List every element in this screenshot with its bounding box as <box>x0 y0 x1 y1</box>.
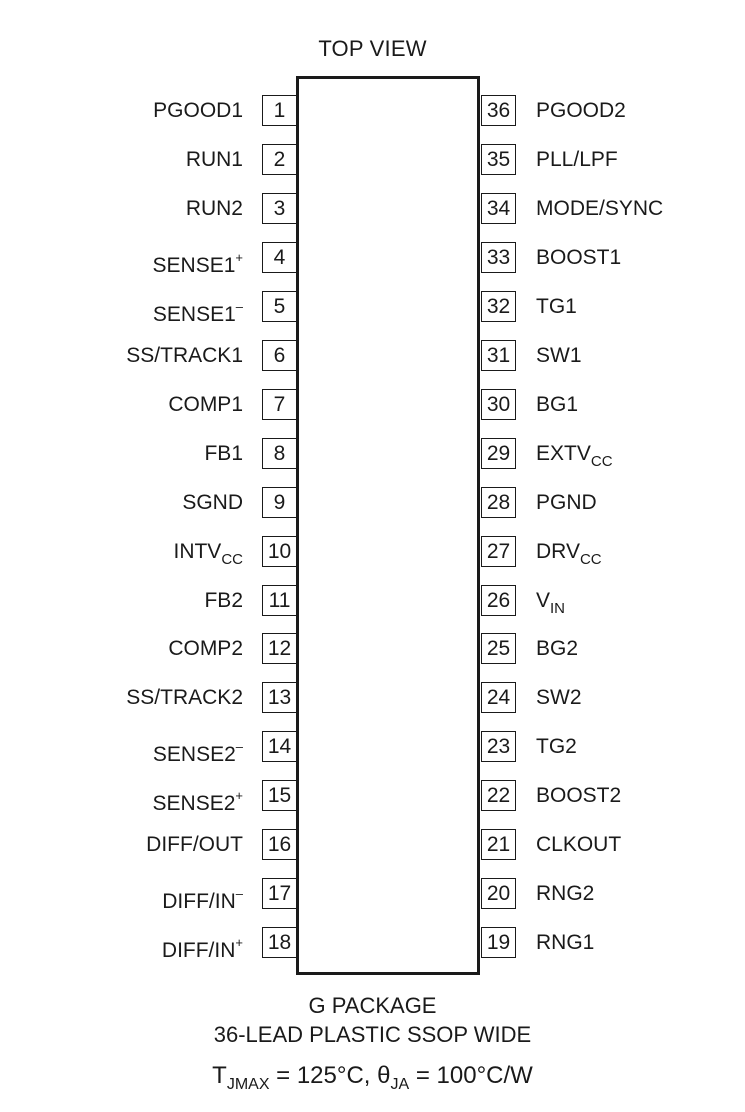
pin-name: SENSE2 <box>152 743 236 766</box>
pin-number: 33 <box>481 242 516 273</box>
pin-28 <box>0 487 745 518</box>
pin-36 <box>0 95 745 126</box>
pin-number: 2 <box>262 144 297 175</box>
pin-name-subscript: CC <box>590 453 613 470</box>
pin-30 <box>0 389 745 420</box>
pin-33 <box>0 242 745 273</box>
pin-label <box>536 780 621 811</box>
pin-number: 9 <box>262 487 297 518</box>
pin-name: DIFF/OUT <box>146 833 243 856</box>
pin-label <box>536 927 594 958</box>
pin-name: DIFF/IN <box>162 890 236 913</box>
pin-name: EXTV <box>536 442 591 465</box>
pin-label <box>536 682 582 713</box>
pin-name: SS/TRACK2 <box>126 686 243 709</box>
pin-26 <box>0 585 745 616</box>
pin-name: SW2 <box>536 686 582 709</box>
pin-number: 29 <box>481 438 516 469</box>
pin-number: 24 <box>481 682 516 713</box>
pin-number: 1 <box>262 95 297 126</box>
tj-value: = 125°C, <box>269 1062 378 1089</box>
pin-number: 25 <box>481 633 516 664</box>
pin-label <box>536 878 594 909</box>
pin-label <box>536 829 621 860</box>
pin-24 <box>0 682 745 713</box>
package-description: 36-LEAD PLASTIC SSOP WIDE <box>213 1022 532 1047</box>
pin-name: TG1 <box>536 295 577 318</box>
pin-number: 4 <box>262 242 297 273</box>
pin-name: BG2 <box>536 637 579 660</box>
pin-number: 17 <box>262 878 297 909</box>
pin-number: 27 <box>481 536 516 567</box>
pin-label <box>536 585 565 624</box>
pin-31 <box>0 340 745 371</box>
pin-name-superscript: – <box>235 299 243 314</box>
pin-number: 13 <box>262 682 297 713</box>
pin-27 <box>0 536 745 567</box>
pin-name: MODE/SYNC <box>536 197 664 220</box>
pin-name: RUN1 <box>185 148 243 171</box>
pin-name-subscript: IN <box>550 600 566 617</box>
pin-21 <box>0 829 745 860</box>
pin-29 <box>0 438 745 469</box>
pin-number: 30 <box>481 389 516 420</box>
pin-name: SS/TRACK1 <box>126 344 243 367</box>
pin-name-subscript: CC <box>579 551 602 568</box>
pin-35 <box>0 144 745 175</box>
pin-label <box>536 536 602 575</box>
pin-23 <box>0 731 745 762</box>
pin-number: 35 <box>481 144 516 175</box>
pin-name: BG1 <box>536 393 579 416</box>
pin-name: PLL/LPF <box>536 148 618 171</box>
pin-number: 6 <box>262 340 297 371</box>
pin-number: 36 <box>481 95 516 126</box>
pin-34 <box>0 193 745 224</box>
pin-name: BOOST2 <box>536 784 622 807</box>
pin-name: SENSE2 <box>152 792 236 815</box>
pin-name: V <box>536 589 551 612</box>
pin-number: 10 <box>262 536 297 567</box>
pin-name: RNG2 <box>536 882 595 905</box>
pin-number: 3 <box>262 193 297 224</box>
pin-number: 16 <box>262 829 297 860</box>
pin-number: 32 <box>481 291 516 322</box>
pin-number: 28 <box>481 487 516 518</box>
pin-number: 11 <box>262 585 297 616</box>
pin-number: 34 <box>481 193 516 224</box>
diagram-title: TOP VIEW <box>318 36 427 61</box>
pin-number: 20 <box>481 878 516 909</box>
pin-name-superscript: + <box>235 250 243 265</box>
pin-name: PGOOD1 <box>153 99 243 122</box>
theta-symbol: θ <box>377 1062 391 1089</box>
pin-number: 7 <box>262 389 297 420</box>
pin-number: 31 <box>481 340 516 371</box>
pin-name: RUN2 <box>185 197 243 220</box>
pin-number: 12 <box>262 633 297 664</box>
pin-number: 8 <box>262 438 297 469</box>
pin-label <box>536 633 578 664</box>
pin-name: FB2 <box>204 589 243 612</box>
pin-name-superscript: – <box>235 886 243 901</box>
pin-number: 18 <box>262 927 297 958</box>
pin-number: 15 <box>262 780 297 811</box>
pin-number: 21 <box>481 829 516 860</box>
pin-name: SENSE1 <box>152 254 236 277</box>
pin-19 <box>0 927 745 958</box>
pin-name: PGND <box>536 491 597 514</box>
pin-name: RNG1 <box>536 931 595 954</box>
pin-number: 26 <box>481 585 516 616</box>
pin-name: DRV <box>536 540 580 563</box>
thermal-spec <box>0 1062 745 1094</box>
pin-name: DIFF/IN <box>161 939 236 962</box>
pin-label <box>536 731 577 762</box>
pin-name: SW1 <box>536 344 582 367</box>
pin-name: TG2 <box>536 735 577 758</box>
pin-number: 22 <box>481 780 516 811</box>
pin-name: FB1 <box>204 442 243 465</box>
pin-label <box>536 193 663 224</box>
pin-32 <box>0 291 745 322</box>
pin-name: CLKOUT <box>536 833 622 856</box>
pin-name: INTV <box>173 540 222 563</box>
tj-symbol: T <box>212 1062 227 1089</box>
pin-name: SENSE1 <box>152 303 236 326</box>
pin-label <box>536 242 621 273</box>
pin-name: BOOST1 <box>536 246 622 269</box>
pin-number: 19 <box>481 927 516 958</box>
pin-label <box>536 144 618 175</box>
pin-name-superscript: + <box>235 788 243 803</box>
pin-name: COMP2 <box>168 637 243 660</box>
pin-label <box>536 487 597 518</box>
pin-label <box>536 389 578 420</box>
pin-label <box>536 438 613 477</box>
pin-number: 23 <box>481 731 516 762</box>
pin-name-superscript: – <box>235 739 243 754</box>
package-name: G PACKAGE <box>308 993 437 1018</box>
tj-subscript: JMAX <box>226 1076 270 1093</box>
pin-number: 5 <box>262 291 297 322</box>
pin-20 <box>0 878 745 909</box>
pin-name-superscript: + <box>235 935 243 950</box>
pin-number: 14 <box>262 731 297 762</box>
pin-name-subscript: CC <box>221 551 243 568</box>
pin-name: PGOOD2 <box>536 99 626 122</box>
theta-subscript: JA <box>390 1076 410 1093</box>
pin-label <box>536 340 582 371</box>
pin-22 <box>0 780 745 811</box>
pin-name: SGND <box>182 491 243 514</box>
pin-name: COMP1 <box>168 393 243 416</box>
pin-25 <box>0 633 745 664</box>
pin-label <box>536 95 626 126</box>
pin-label <box>536 291 577 322</box>
theta-value: = 100°C/W <box>409 1062 533 1089</box>
